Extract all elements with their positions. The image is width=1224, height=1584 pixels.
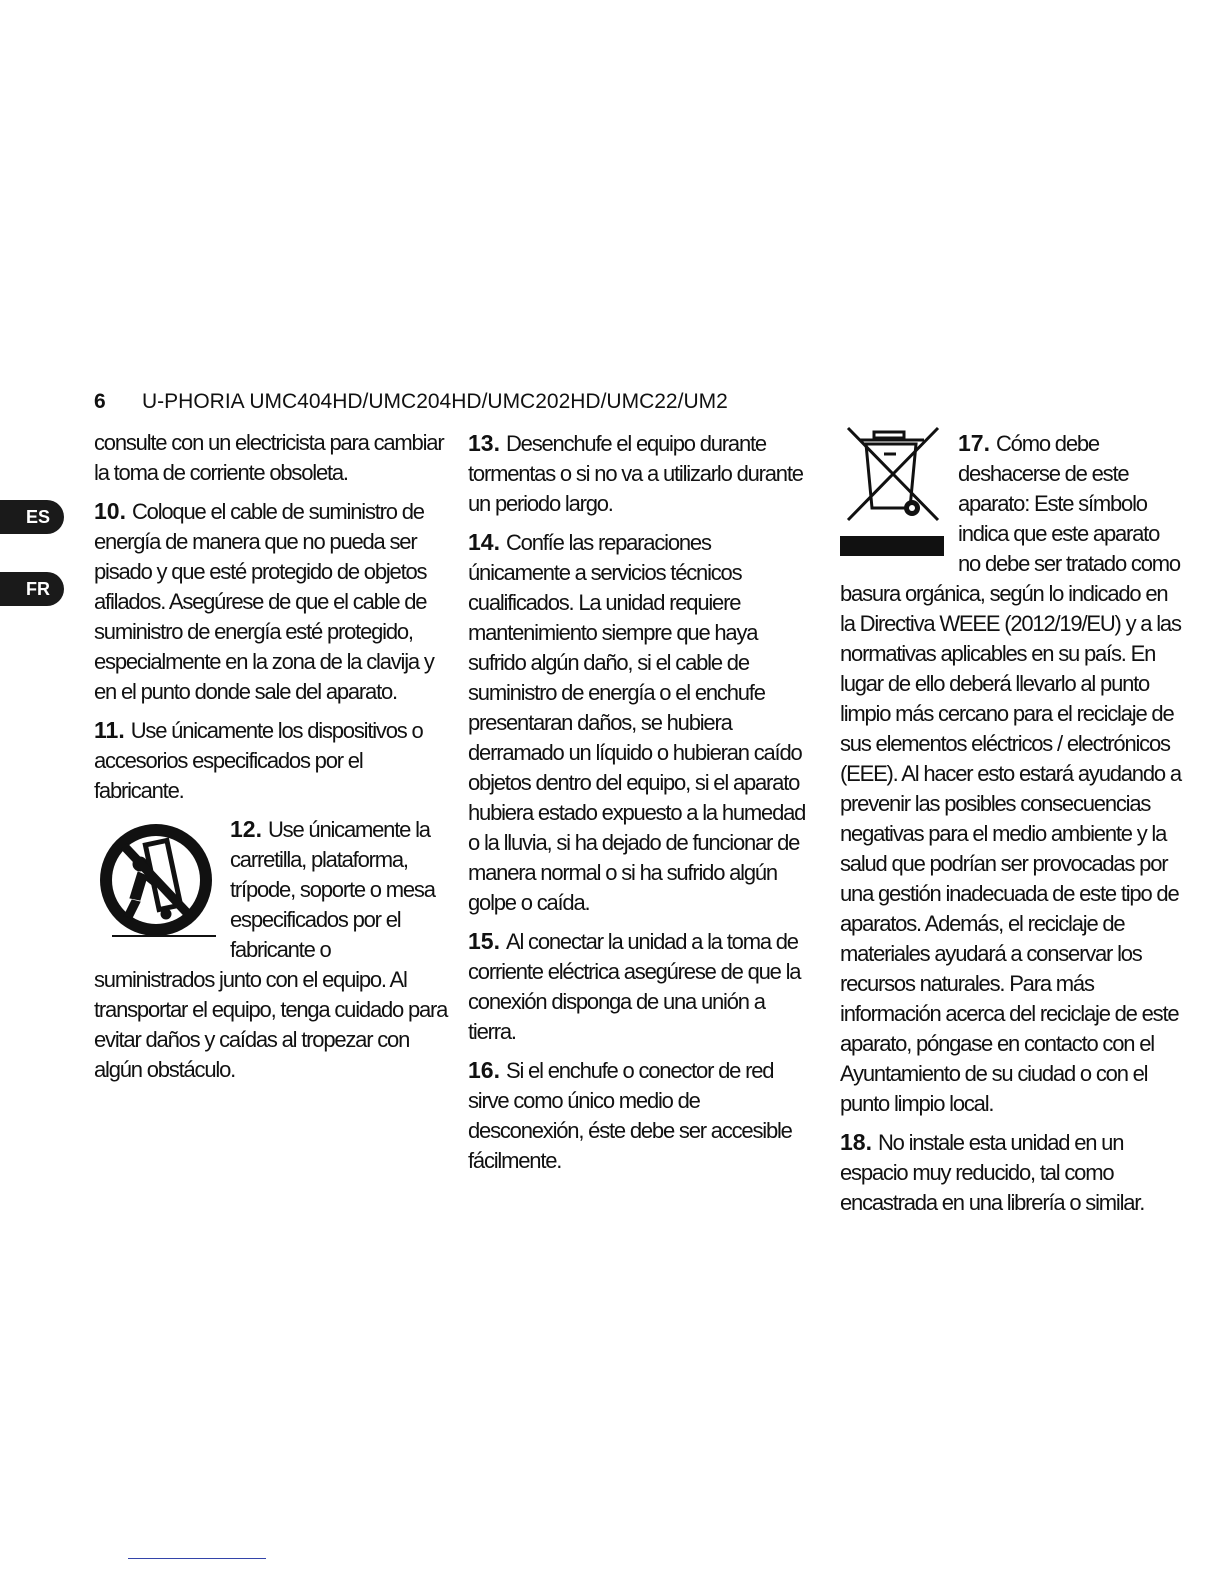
item-18 [840,1127,1186,1218]
item-number: 15. [468,928,500,954]
item-text: Cómo debe deshacerse de este aparato: Este símbolo indica que este aparato no debe ser tratado como basura orgánica, según lo indicado en la Directiva WEEE (2012/19/EU) y a las normativas aplicables en su país. En lugar de ello deberá llevarlo al punto limpio más cercano para el reciclaje de sus elementos eléctricos / electrónicos (EEE). Al hacer esto estará ayudando a prevenir las posibles consecuencias negativas para el medio ambiente y la salud que podrían ser provocadas por una gestión inadecuada de este tipo de aparatos. Además, el reciclaje de materiales ayudará a conservar los recursos naturales. Para más información acerca del reciclaje de este aparato, póngase en contacto con el Ayuntamiento de su ciudad o con el punto limpio local. [840,431,1181,1116]
column-3 [840,428,1186,1226]
item-text: Confíe las reparaciones únicamente a servicios técnicos cualificados. La unidad requiere mantenimiento siempre que haya sufrido algún daño, si el cable de suministro de energía o el enchufe presentaran daños, se hubiera derramado un líquido o hubieran caído objetos dentro del equipo, si el aparato hubiera estado expuesto a la humedad o la lluvia, si ha dejado de funcionar de manera normal o si ha sufrido algún golpe o caída. [468,530,806,915]
column-1 [94,428,450,1093]
item-number: 10. [94,498,126,524]
item-14 [468,527,814,918]
item-number: 18. [840,1129,872,1155]
item-text: Coloque el cable de suministro de energía de manera que no pueda ser pisado y que esté protegido de objetos afilados. Asegúrese de que el cable de suministro de energía esté protegido, especialmente en la zona de la clavija y en el punto donde sale del aparato. [94,499,434,704]
item-11 [94,715,450,806]
item-text: Use únicamente los dispositivos o accesorios especificados por el fabricante. [94,718,423,803]
item-number: 11. [94,717,125,743]
item-number: 17. [958,430,990,456]
tab-fr[interactable]: FR [0,572,64,606]
item-text: Desenchufe el equipo durante tormentas o si no va a utilizarlo durante un periodo largo. [468,431,803,516]
item-13 [468,428,814,519]
item-number: 12. [230,816,262,842]
item-text: Si el enchufe o conector de red sirve como único medio de desconexión, éste debe ser accesible fácilmente. [468,1058,792,1173]
document-title: U-PHORIA UMC404HD/UMC204HD/UMC202HD/UMC22/UM2 [142,390,728,413]
item-10 [94,496,450,707]
item-number: 13. [468,430,500,456]
item-text: Al conectar la unidad a la toma de corriente eléctrica asegúrese de que la conexión disponga de una unión a tierra. [468,929,801,1044]
cart-tip-over-warning-icon [94,818,220,946]
item-17 [840,428,1186,1119]
footer-rule [128,1558,266,1559]
intro-paragraph: consulte con un electricista para cambiar la toma de corriente obsoleta. [94,430,444,485]
page-header [94,388,794,416]
page-number: 6 [94,390,106,413]
item-number: 14. [468,529,500,555]
item-15 [468,926,814,1047]
item-16 [468,1055,814,1176]
item-text: No instale esta unidad en un espacio muy reducido, tal como encastrada en una librería o similar. [840,1130,1145,1215]
item-12 [94,814,450,1085]
tab-es[interactable]: ES [0,500,64,534]
item-number: 16. [468,1057,500,1083]
weee-crossed-bin-icon [838,424,948,564]
column-2 [468,428,814,1184]
item-text: Use únicamente la carretilla, plataforma, trípode, soporte o mesa especificados por el fabricante o suministrados junto con el equipo. Al transportar el equipo, tenga cuidado para evitar daños y caídas al tropezar con algún obstáculo. [94,817,448,1082]
